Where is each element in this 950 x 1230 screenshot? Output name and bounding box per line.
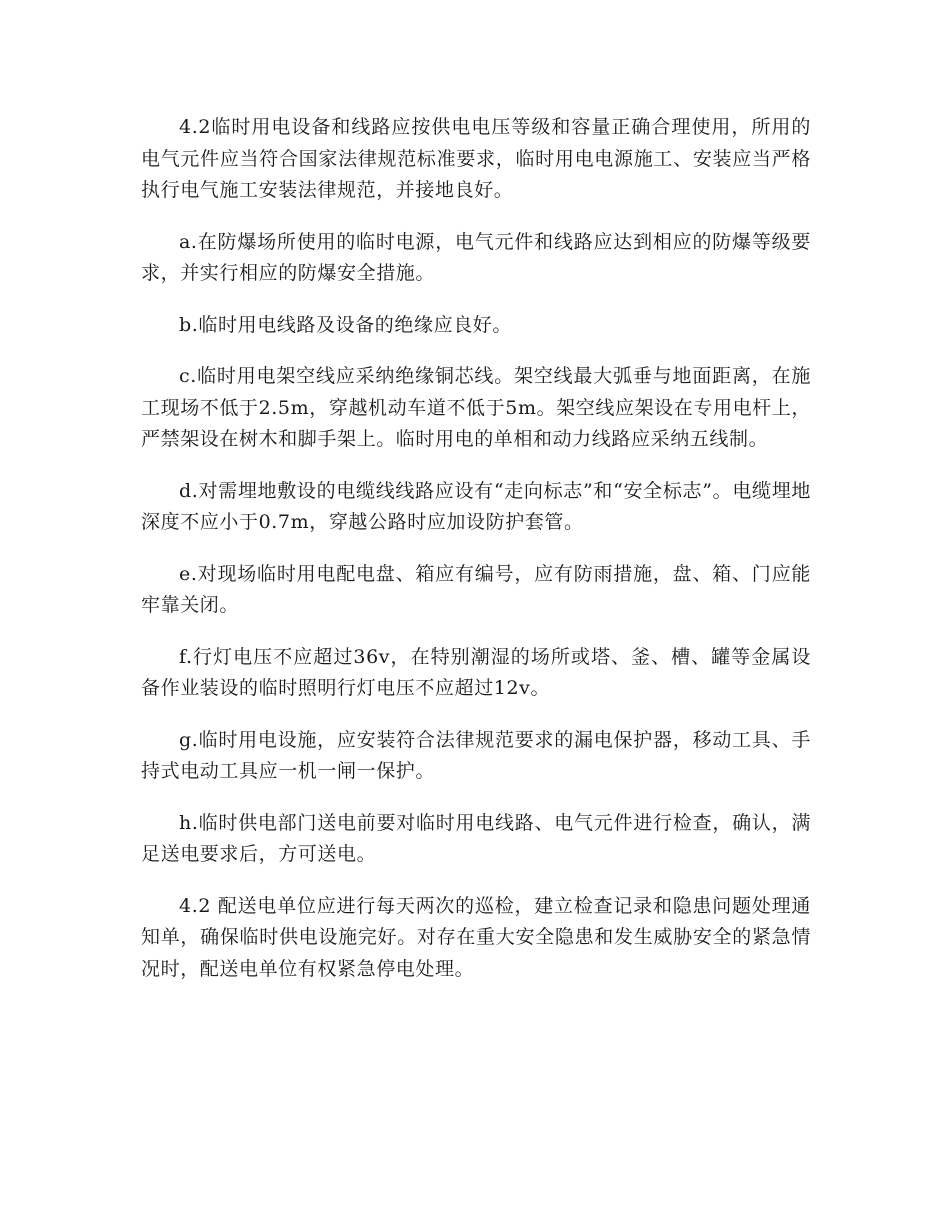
paragraph-a-explosion-proof: a.在防爆场所使用的临时电源，电气元件和线路应达到相应的防爆等级要求，并实行相应的防爆安全措施。 xyxy=(141,230,811,284)
paragraph-c-overhead-lines: c.临时用电架空线应采纳绝缘铜芯线。架空线最大弧垂与地面距离，在施工现场不低于2.5m，穿越机动车道不低于5m。架空线应架设在专用电杆上，严禁架设在树木和脚手架上。临时用电的单相和动力线路应采纳五线制。 xyxy=(141,365,811,450)
paragraph-d-buried-cables: d.对需埋地敷设的电缆线线路应设有“走向标志”和“安全标志”。电缆埋地深度不应小于0.7m，穿越公路时应加设防护套管。 xyxy=(141,479,811,533)
paragraph-e-distribution-boxes: e.对现场临时用电配电盘、箱应有编号，应有防雨措施，盘、箱、门应能牢靠关闭。 xyxy=(141,562,811,616)
paragraph-h-inspection-before-power: h.临时供电部门送电前要对临时用电线路、电气元件进行检查，确认，满足送电要求后，方可送电。 xyxy=(141,811,811,865)
paragraph-4-2-patrol-inspection: 4.2 配送电单位应进行每天两次的巡检，建立检查记录和隐患问题处理通知单，确保临时供电设施完好。对存在重大安全隐患和发生威胁安全的紧急情况时，配送电单位有权紧急停电处理。 xyxy=(141,894,811,980)
paragraph-b-insulation: b.临时用电线路及设备的绝缘应良好。 xyxy=(179,313,513,336)
paragraph-4-2-equipment-usage: 4.2临时用电设备和线路应按供电电压等级和容量正确合理使用，所用的电气元件应当符合国家法律规范标准要求，临时用电电源施工、安装应当严格执行电气施工安装法律规范，并接地良好。 xyxy=(141,116,811,201)
document-body xyxy=(141,112,811,1005)
paragraph-f-lamp-voltage: f.行灯电压不应超过36v，在特别潮湿的场所或塔、釜、槽、罐等金属设备作业装设的临时照明行灯电压不应超过12v。 xyxy=(141,645,811,699)
paragraph-g-leakage-protection: g.临时用电设施，应安装符合法律规范要求的漏电保护器，移动工具、手持式电动工具应一机一闸一保护。 xyxy=(141,728,811,782)
